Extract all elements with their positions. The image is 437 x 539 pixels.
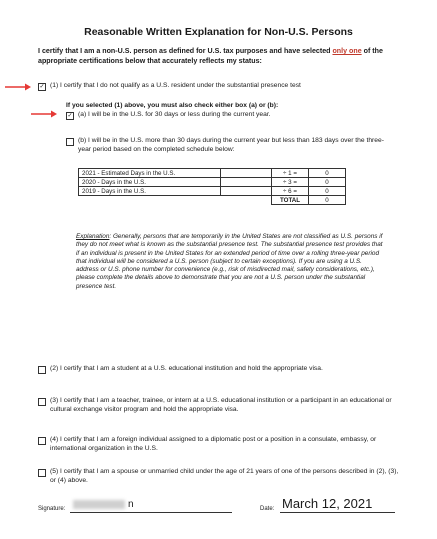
option-2-text: (2) I certify that I am a student at a U.S. educational institution and hold the appropriate visa.	[50, 365, 323, 372]
form-title: Reasonable Written Explanation for Non-U.S. Persons	[84, 26, 353, 38]
option-5-checkbox[interactable]	[38, 469, 46, 477]
option-3-text: (3) I certify that I am a teacher, trainee, or intern at a U.S. educational institution or a participant in an educational or cultural exchange visitor program and hold the appropriate visa.	[50, 397, 392, 413]
schedule-result: 0	[309, 169, 346, 178]
intro-statement	[38, 47, 408, 66]
schedule-result: 0	[309, 187, 346, 196]
schedule-days-input[interactable]	[221, 169, 272, 178]
option-3-checkbox[interactable]	[38, 398, 46, 406]
explanation-paragraph	[76, 233, 386, 291]
table-row	[79, 187, 346, 196]
signature-label: Signature:	[38, 506, 66, 512]
intro-part2: of the appropriate certifications below that accurately reflects my status:	[38, 47, 383, 65]
option-1b-checkbox[interactable]	[66, 138, 74, 146]
schedule-total-value: 0	[309, 196, 346, 205]
red-arrow-icon	[30, 109, 58, 119]
explanation-label: Explanation	[76, 233, 110, 240]
option-4-text: (4) I certify that I am a foreign individual assigned to a diplomatic post or a position in a consulate, embassy, or international organization in the U.S.	[50, 436, 377, 452]
schedule-result: 0	[309, 178, 346, 187]
schedule-divisor: ÷ 1 =	[272, 169, 309, 178]
option-4-checkbox[interactable]	[38, 437, 46, 445]
option-1a-text: (a) I will be in the U.S. for 30 days or less during the current year.	[78, 111, 271, 118]
option-1b-text: (b) I will be in the U.S. more than 30 days during the current year but less than 183 days over the three-year period based on the completed schedule below:	[78, 137, 384, 153]
signature-fragment: n	[128, 499, 134, 510]
table-row	[79, 169, 346, 178]
schedule-divisor: ÷ 3 =	[272, 178, 309, 187]
option-1a-checkbox[interactable]: ✓	[67, 113, 73, 119]
schedule-total-label: TOTAL	[272, 196, 309, 205]
schedule-label: 2021 - Estimated Days in the U.S.	[79, 169, 221, 178]
date-label: Date:	[260, 506, 275, 512]
option-1-text: (1) I certify that I do not qualify as a U.S. resident under the substantial presence test	[50, 82, 301, 89]
redacted-signature	[73, 500, 125, 509]
date-field[interactable]	[280, 512, 395, 513]
table-row	[79, 178, 346, 187]
red-arrow-icon	[4, 82, 32, 92]
option-5-text: (5) I certify that I am a spouse or unmarried child under the age of 21 years of one of the persons described in (2), (3), or (4) above.	[50, 468, 399, 484]
intro-emphasis: only one	[332, 47, 362, 55]
explanation-text: : Generally, persons that are temporarily in the United States are not classified as U.S. persons if they do not meet what is known as the substantial presence test. The substantial presence test provides that if an individual is present in the United States for an extended period of time over a rolling three-year period that individual will be considered a U.S. person (subject to certain exceptions). If you are using a U.S. address or U.S. phone number for convenience (e.g., risk of misdirected mail, safety considerations, etc.), please complete the details above to demonstrate that you are not a U.S. person under the substantial presence test.	[76, 233, 383, 290]
presence-schedule-table	[78, 168, 346, 205]
schedule-days-input[interactable]	[221, 187, 272, 196]
schedule-days-input[interactable]	[221, 178, 272, 187]
schedule-label: 2019 - Days in the U.S.	[79, 187, 221, 196]
table-row	[79, 196, 346, 205]
option-1-followup: If you selected (1) above, you must also check either box (a) or (b):	[66, 102, 279, 109]
intro-part1: I certify that I am a non-U.S. person as defined for U.S. tax purposes and have selected	[38, 47, 333, 55]
signature-field[interactable]	[70, 512, 232, 513]
date-value: March 12, 2021	[282, 496, 373, 511]
option-2-checkbox[interactable]	[38, 366, 46, 374]
schedule-label: 2020 - Days in the U.S.	[79, 178, 221, 187]
option-1-checkbox[interactable]: ✓	[39, 84, 45, 90]
schedule-divisor: ÷ 6 =	[272, 187, 309, 196]
